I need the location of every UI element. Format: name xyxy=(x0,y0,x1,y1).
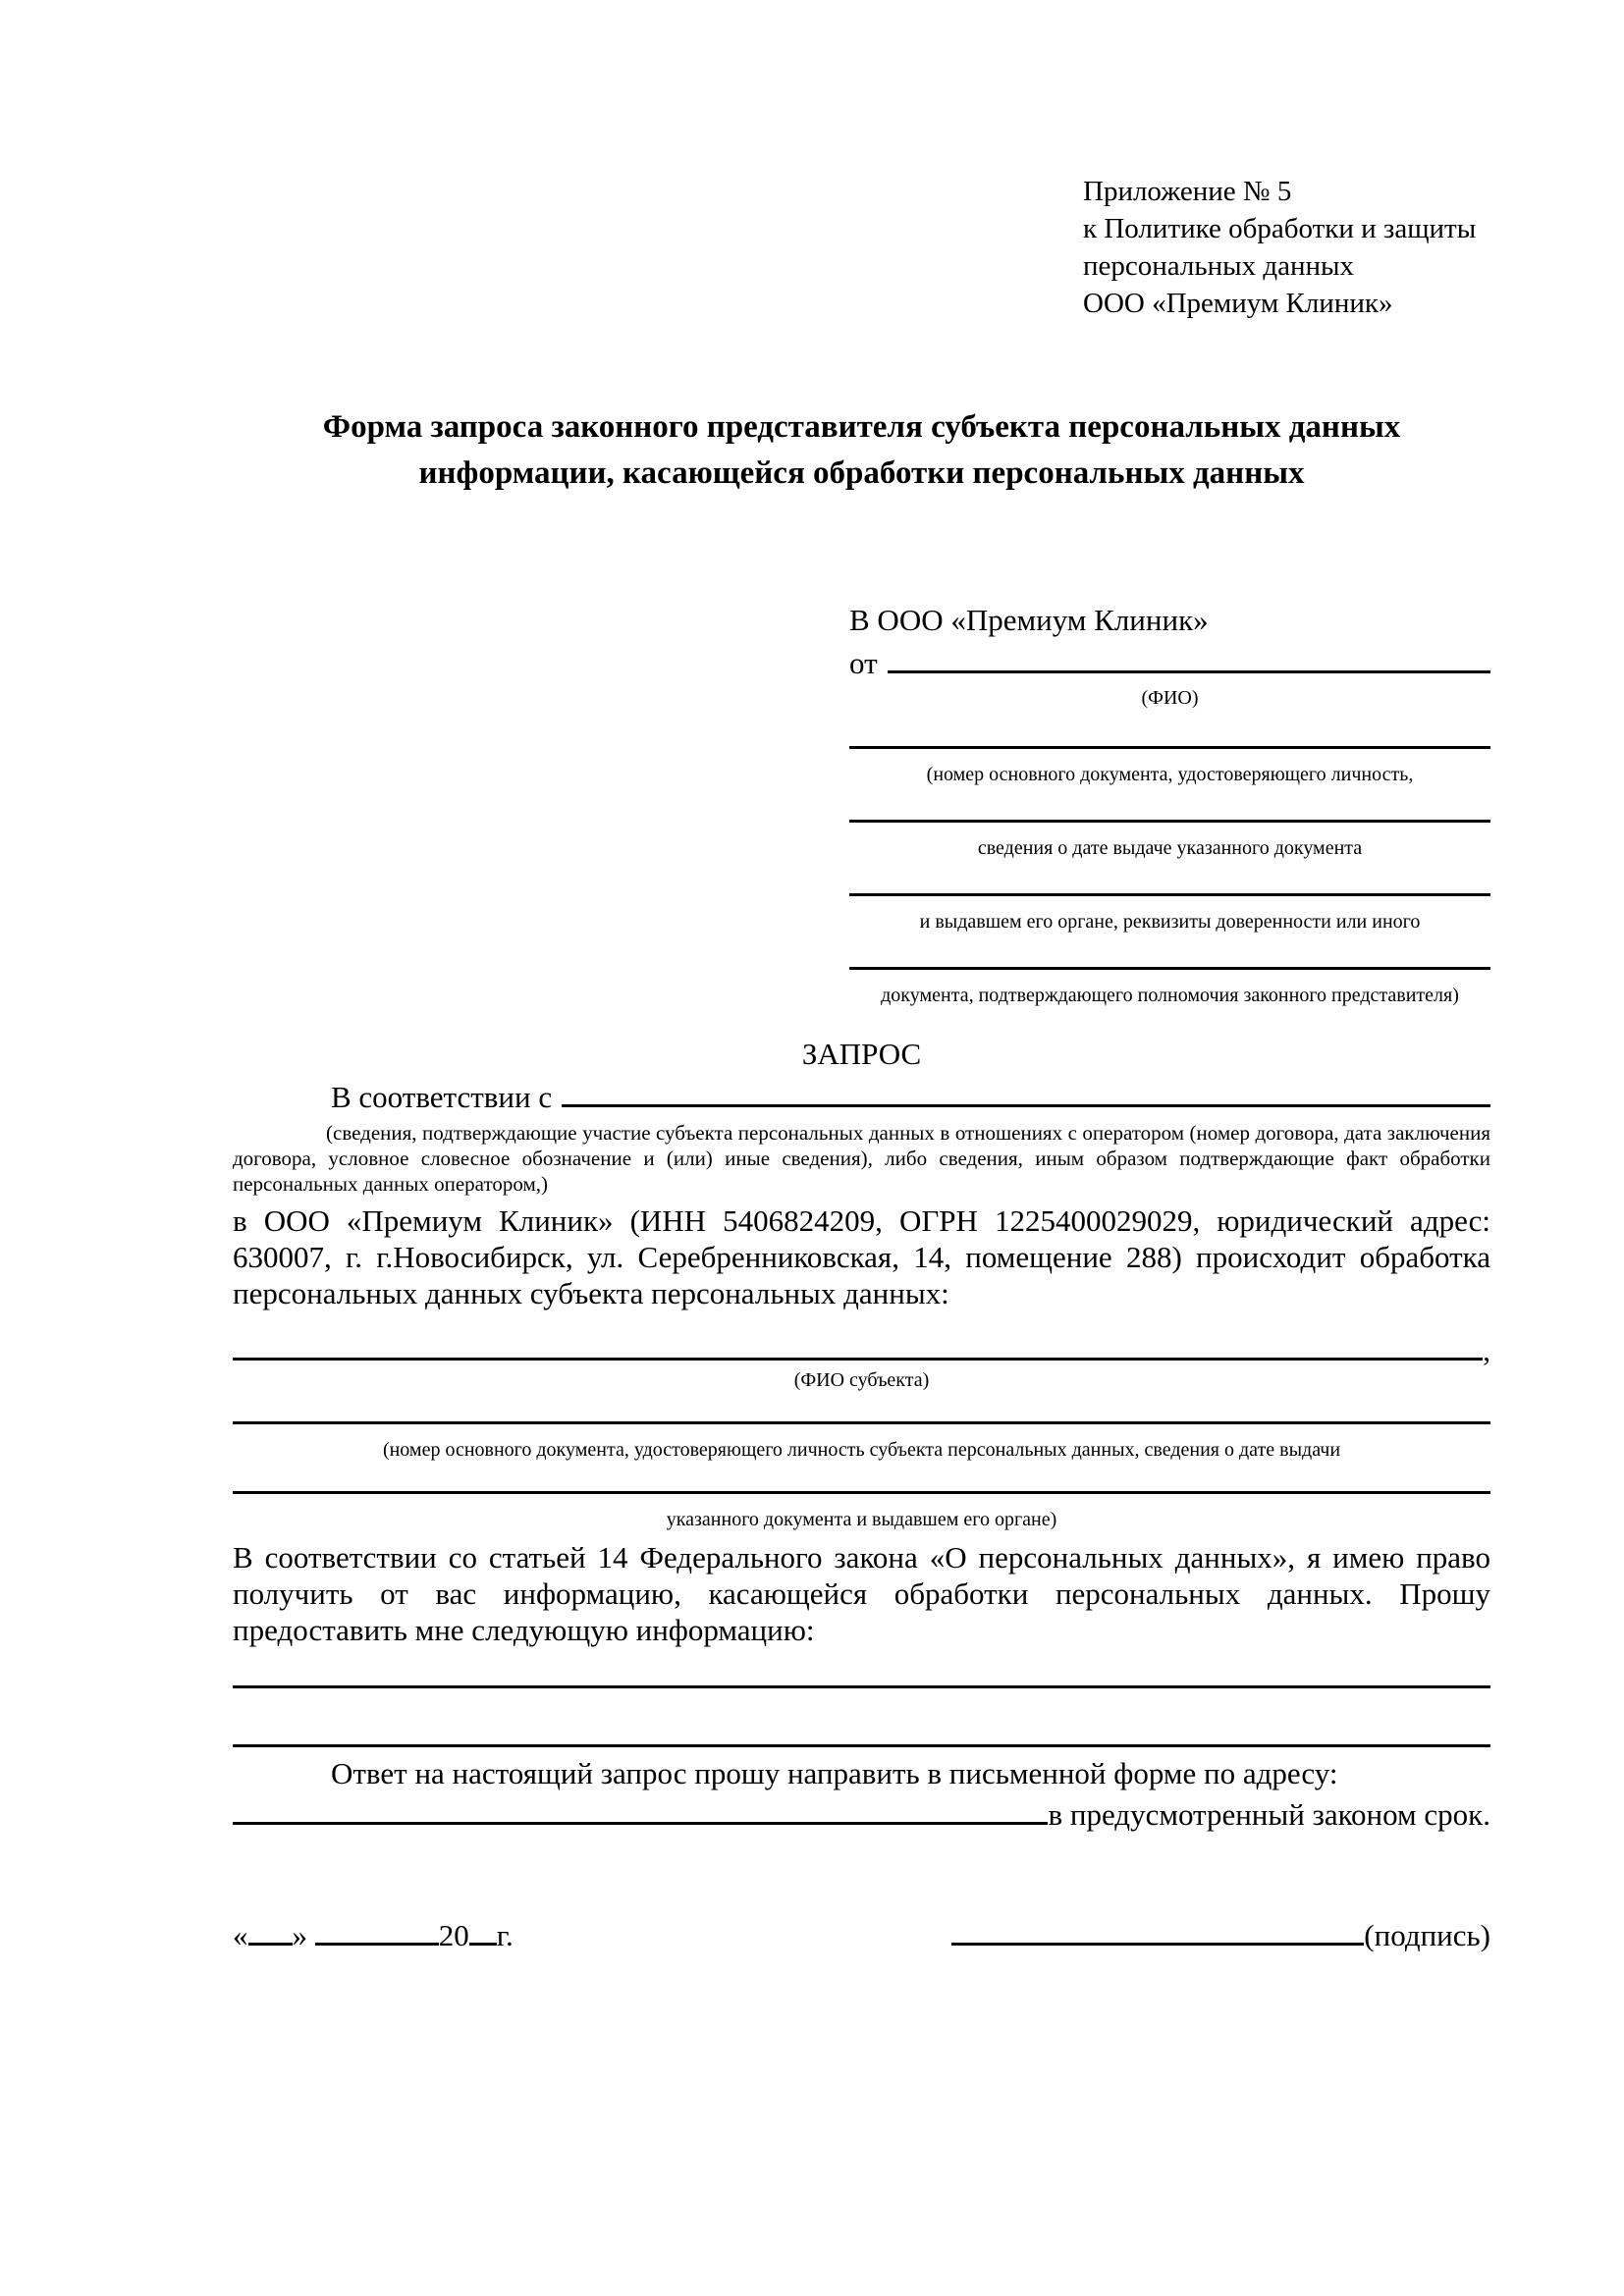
fill-in-caption: и выдавшем его органе, реквизиты доверенности или иного xyxy=(919,911,1421,933)
document-title-line: информации, касающейся обработки персональных данных xyxy=(418,455,1305,491)
year-suffix: г. xyxy=(496,1918,514,1952)
appendix-header-line: ООО «Премиум Клиник» xyxy=(1083,288,1393,319)
fill-in-row xyxy=(233,1491,1490,1531)
from-label: от xyxy=(849,646,878,680)
document-title-line: Форма запроса законного представителя субъекта персональных данных xyxy=(322,409,1401,445)
addressee-from-row xyxy=(849,640,1490,683)
fill-in-caption: сведения о дате выдаче указанного документа xyxy=(977,837,1363,859)
appendix-header-line: Приложение № 5 xyxy=(1083,176,1292,207)
operator-paragraph: в ООО «Премиум Клиник» (ИНН 5406824209, ОГРН 1225400029029, юридический адрес: 630007, г. г.Новосибирск, ул. Серебренниковская, 14, помещение 288) происходит обработка персональных данных субъекта персональных данных: xyxy=(233,1203,1490,1310)
day-fill-in-line xyxy=(248,1912,293,1946)
reply-paragraph: Ответ на настоящий запрос прошу направить в письменной форме по адресу: xyxy=(331,1756,1338,1790)
addressee-to: В ООО «Премиум Клиник» xyxy=(849,603,1209,637)
signature-fill-in-line xyxy=(951,1912,1364,1946)
subject-fio-fill-in-line xyxy=(233,1327,1483,1361)
addressee-block xyxy=(849,601,1490,1007)
close-quote: » xyxy=(292,1918,307,1952)
document-title xyxy=(233,404,1490,497)
subject-fio-row xyxy=(233,1327,1490,1368)
document-content xyxy=(233,0,1490,1955)
fill-in-line xyxy=(849,893,1490,896)
subject-fio-caption: (ФИО субъекта) xyxy=(793,1369,930,1391)
fill-in-row xyxy=(849,893,1490,934)
fill-in-row xyxy=(849,967,1490,1007)
request-heading: ЗАПРОС xyxy=(801,1037,922,1071)
intro-prefix: В соответствии с xyxy=(331,1080,553,1114)
answer-fill-in-line xyxy=(233,1744,1490,1747)
basis-fill-in-line xyxy=(562,1074,1490,1107)
fill-in-line xyxy=(233,1421,1490,1424)
fill-in-line xyxy=(849,967,1490,970)
fill-in-row xyxy=(233,1421,1490,1462)
reply-address-row xyxy=(233,1791,1490,1838)
fill-in-line xyxy=(233,1491,1490,1494)
fill-in-line xyxy=(849,820,1490,823)
fill-in-caption: документа, подтверждающего полномочия законного представителя) xyxy=(881,985,1459,1006)
open-quote: « xyxy=(233,1918,248,1952)
signature-group xyxy=(951,1912,1490,1955)
law-paragraph: В соответствии со статьей 14 Федерального закона «О персональных данных», я имею право получить от вас информацию, касающейся обработки персональных данных. Прошу предоставить мне следующую информацию: xyxy=(233,1540,1490,1647)
trailing-comma: , xyxy=(1483,1333,1490,1367)
year-prefix: 20 xyxy=(438,1918,469,1952)
footer-row xyxy=(233,1912,1490,1955)
fill-in-caption: (номер основного документа, удостоверяющего личность субъекта персональных данных, сведения о дате выдачи xyxy=(382,1439,1341,1461)
appendix-header-line: к Политике обработки и защиты xyxy=(1083,213,1477,244)
intro-row xyxy=(233,1074,1490,1117)
reply-suffix: в предусмотренный законом срок. xyxy=(1048,1797,1490,1832)
fio-caption: (ФИО) xyxy=(1141,687,1199,709)
fill-in-row xyxy=(849,746,1490,786)
date-group xyxy=(233,1912,514,1955)
signature-caption: (подпись) xyxy=(1364,1918,1490,1952)
fio-fill-in-line xyxy=(888,640,1490,673)
address-fill-in-line xyxy=(233,1791,1048,1825)
fill-in-line xyxy=(849,746,1490,749)
intro-note: (сведения, подтверждающие участие субъекта персональных данных в отношениях с оператором (номер договора, дата заключения договора, условное словесное обозначение и (или) иные сведения), либо сведения, иным образом подтверждающие факт обработки персональных данных оператором,) xyxy=(233,1121,1490,1196)
fill-in-caption: указанного документа и выдавшем его органе) xyxy=(666,1509,1057,1530)
appendix-header xyxy=(1083,173,1490,322)
year-fill-in-line xyxy=(469,1912,497,1946)
answer-fill-in-line xyxy=(233,1685,1490,1688)
fill-in-row xyxy=(849,820,1490,860)
month-fill-in-line xyxy=(315,1912,439,1946)
fill-in-caption: (номер основного документа, удостоверяющего личность, xyxy=(926,764,1414,785)
appendix-header-line: персональных данных xyxy=(1083,250,1355,282)
